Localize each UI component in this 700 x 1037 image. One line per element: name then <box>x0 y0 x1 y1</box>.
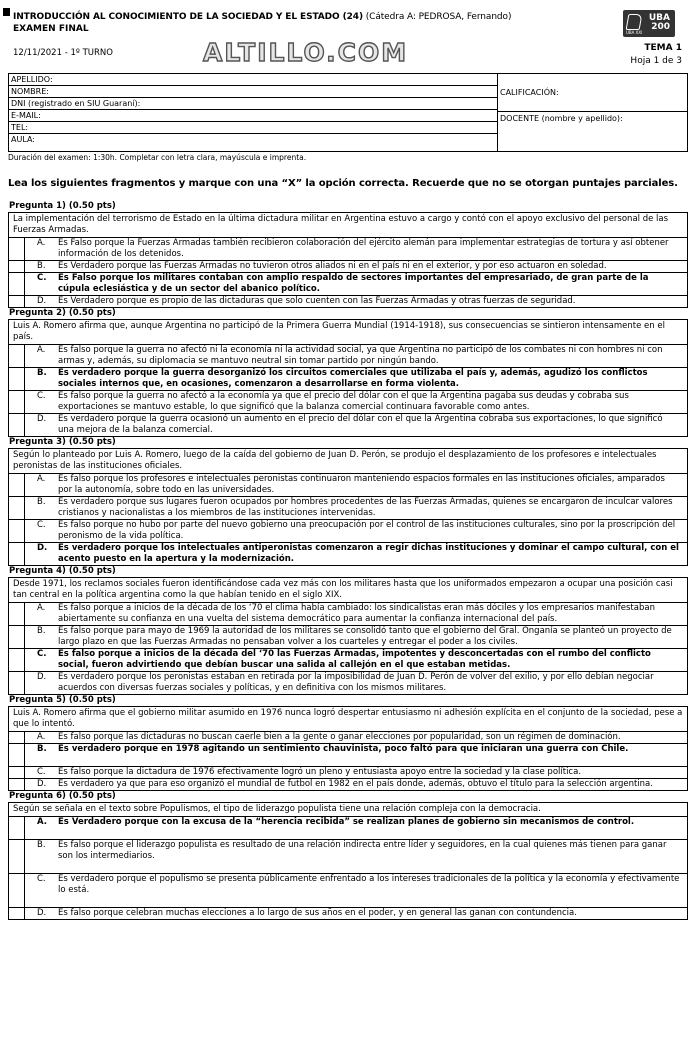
question-header: Pregunta 2) (0.50 pts) <box>9 308 116 318</box>
student-id-form <box>8 73 688 152</box>
answer-option[interactable] <box>9 744 687 767</box>
option-letter: A. <box>24 603 58 625</box>
option-text: Es falso porque los profesores e intelectuales peronistas continuaron manteniendo espacios formales en las instituciones oficiales, amparados por la autonomía, sobre todo en las universidades. <box>58 474 665 495</box>
answer-option[interactable] <box>9 238 687 261</box>
option-letter: B. <box>24 261 58 272</box>
tema-label: TEMA 1 <box>644 43 682 53</box>
corner-mark <box>3 8 10 16</box>
question-stem: Luis A. Romero afirma que el gobierno militar asumido en 1976 nunca logró despertar entusiasmo ni adhesión explícita en el conjunto de la sociedad, pese a que lo intentó. <box>9 707 687 732</box>
option-letter: A. <box>24 345 58 367</box>
option-text: Es falso porque la dictadura de 1976 efectivamente logró un pleno y entusiasta apoyo entre la sociedad y la clase política. <box>58 767 582 777</box>
option-text: Es falso porque no hubo por parte del nuevo gobierno una preocupación por el control de las instituciones culturales, sino por la proscripción del peronismo de la vida política. <box>58 520 676 541</box>
option-text: Es Verdadero porque las Fuerzas Armadas no tuvieron otros aliados ni en el país ni en el exterior, y por eso actuaron en soledad. <box>58 261 607 271</box>
field-apellido[interactable]: APELLIDO: <box>9 74 497 86</box>
answer-option[interactable] <box>9 874 687 908</box>
option-indent <box>9 261 24 272</box>
option-text: Es falso porque a inicios de la década de los ‘70 el clima había cambiado: los sindicalistas eran más dóciles y los empresarios manifestaban abiertamente su confianza en una vuelta del sistema democrático para aumentar la confianza internacional del país. <box>58 603 655 624</box>
option-text: Es verdadero porque los intelectuales antiperonistas comenzaron a regir dichas instituciones y dominar el campo cultural, con el acento puesto en la apertura y la modernización. <box>58 543 679 564</box>
option-indent <box>9 603 24 625</box>
option-text: Es verdadero porque en 1978 agitando un sentimiento chauvinista, poco faltó para que iniciaran una guerra con Chile. <box>58 744 629 754</box>
question-block <box>8 319 688 437</box>
answer-option[interactable] <box>9 273 687 296</box>
option-indent <box>9 817 24 839</box>
answer-option[interactable] <box>9 261 687 273</box>
question-stem: Desde 1971, los reclamos sociales fueron identificándose cada vez más con los militares hasta que los uniformados empezaron a ocupar una posición casi tan central en la política argentina como la que habían tenido en el siglo XIX. <box>9 578 687 603</box>
form-divider <box>497 111 688 112</box>
answer-option[interactable] <box>9 767 687 779</box>
option-letter: A. <box>24 238 58 260</box>
answer-option[interactable] <box>9 603 687 626</box>
option-text: Es verdadero porque la guerra desorganizó los circuitos comerciales que utilizaba el país y, además, agudizó los conflictos sociales internos que, en ocasiones, comenzaron a desarrollarse en forma violenta. <box>58 368 648 389</box>
option-letter: C. <box>24 391 58 413</box>
answer-option[interactable] <box>9 543 687 565</box>
option-text: Es verdadero ya que para eso organizó el mundial de futbol en 1982 en el país donde, además, obtuvo el título para la selección argentina. <box>58 779 653 789</box>
option-text: Es Verdadero porque es propio de las dictaduras que solo cuenten con las Fuerzas Armadas y otras fuerzas de seguridad. <box>58 296 576 306</box>
option-text: Es Falso porque los militares contaban con amplio respaldo de sectores importantes del empresariado, de gran parte de la cúpula eclesiástica y de un sector del abanico político. <box>58 273 649 294</box>
field-email[interactable]: E-MAIL: <box>9 110 497 122</box>
answer-option[interactable] <box>9 779 687 790</box>
field-aula[interactable]: AULA: <box>11 135 35 144</box>
student-fields <box>9 74 498 151</box>
option-indent <box>9 649 24 671</box>
field-tel[interactable]: TEL: <box>9 122 497 134</box>
option-text: Es falso porque la guerra no afectó ni la economía ni la actividad social, ya que Argentina no participó de los combates ni con hombres ni con armas y, además, su diplomacia se mantuvo neutral sin tomar partido por ningún bando. <box>58 345 663 366</box>
option-indent <box>9 779 24 790</box>
answer-option[interactable] <box>9 497 687 520</box>
option-indent <box>9 520 24 542</box>
option-indent <box>9 497 24 519</box>
option-indent <box>9 767 24 778</box>
option-indent <box>9 908 24 919</box>
answer-option[interactable] <box>9 391 687 414</box>
field-dni[interactable]: DNI (registrado en SIU Guaraní): <box>9 98 497 110</box>
course-title <box>13 12 511 23</box>
option-letter: C. <box>24 649 58 671</box>
option-letter: B. <box>24 840 58 873</box>
question-block <box>8 706 688 791</box>
option-text: Es Falso porque la Fuerzas Armadas también recibieron colaboración del ejército alemán para implementar estrategias de tortura y así obtener información de los detenidos. <box>58 238 669 259</box>
question-block <box>8 212 688 308</box>
option-indent <box>9 840 24 873</box>
option-letter: D. <box>24 908 58 919</box>
exam-date: 12/11/2021 - 1º TURNO <box>13 48 113 58</box>
answer-option[interactable] <box>9 908 687 919</box>
option-indent <box>9 732 24 743</box>
option-letter: A. <box>24 817 58 839</box>
option-indent <box>9 296 24 307</box>
answer-option[interactable] <box>9 345 687 368</box>
question-header: Pregunta 5) (0.50 pts) <box>9 695 116 705</box>
option-indent <box>9 238 24 260</box>
option-letter: B. <box>24 626 58 648</box>
option-letter: B. <box>24 497 58 519</box>
answer-option[interactable] <box>9 840 687 874</box>
answer-option[interactable] <box>9 732 687 744</box>
field-docente: DOCENTE (nombre y apellido): <box>500 114 623 123</box>
question-header: Pregunta 3) (0.50 pts) <box>9 437 116 447</box>
option-indent <box>9 391 24 413</box>
questions-list <box>8 201 688 920</box>
question-stem: Según se señala en el texto sobre Populismos, el tipo de liderazgo populista tiene una relación compleja con la democracia. <box>9 803 687 817</box>
exam-duration: Duración del examen: 1:30h. Completar con letra clara, mayúscula e imprenta. <box>8 153 307 162</box>
option-indent <box>9 672 24 694</box>
page-number: Hoja 1 de 3 <box>630 56 682 66</box>
option-indent <box>9 368 24 390</box>
option-indent <box>9 744 24 766</box>
uba-logo <box>623 10 675 37</box>
option-letter: B. <box>24 368 58 390</box>
option-indent <box>9 273 24 295</box>
option-indent <box>9 345 24 367</box>
question-stem: Según lo planteado por Luis A. Romero, luego de la caída del gobierno de Juan D. Perón, se produjo el desplazamiento de los profesores e intelectuales peronistas de las instituciones oficiales. <box>9 449 687 474</box>
uba-logo-sub: UBA XXI <box>626 30 643 35</box>
option-text: Es falso porque la guerra no afectó a la economía ya que el precio del dólar con el que la Argentina pagaba sus deudas y cobraba sus exportaciones se mantuvo estable, lo que significó que la balanza comercial continuara favorable como antes. <box>58 391 629 412</box>
course-title-main: INTRODUCCIÓN AL CONOCIMIENTO DE LA SOCIEDAD Y EL ESTADO (24) <box>13 12 363 22</box>
question-stem: Luis A. Romero afirma que, aunque Argentina no participó de la Primera Guerra Mundial (1914-1918), sus consecuencias se sintieron intensamente en el país. <box>9 320 687 345</box>
question-header: Pregunta 4) (0.50 pts) <box>9 566 116 576</box>
option-indent <box>9 414 24 436</box>
question-header: Pregunta 6) (0.50 pts) <box>9 791 116 801</box>
option-text: Es falso porque a inicios de la década del ‘70 las Fuerzas Armadas, impotentes y desconcertadas con el rumbo del conflicto social, fueron advirtiendo que debían buscar una salida al callejón en el que estaban metidas. <box>58 649 651 670</box>
option-letter: D. <box>24 296 58 307</box>
brand-watermark: ALTILLO.COM <box>203 38 409 67</box>
uba-logo-icon <box>626 14 643 30</box>
question-block <box>8 577 688 695</box>
option-text: Es falso porque celebran muchas elecciones a lo largo de sus años en el poder, y en general las ganan con contundencia. <box>58 908 577 918</box>
answer-option[interactable] <box>9 817 687 840</box>
answer-option[interactable] <box>9 520 687 543</box>
exam-type: EXAMEN FINAL <box>13 24 89 34</box>
answer-option[interactable] <box>9 414 687 436</box>
option-letter: C. <box>24 273 58 295</box>
field-calificacion: CALIFICACIÓN: <box>500 88 559 97</box>
answer-option[interactable] <box>9 649 687 672</box>
option-letter: D. <box>24 543 58 565</box>
option-text: Es Verdadero porque con la excusa de la “herencia recibida” se realizan planes de gobierno sin mecanismos de control. <box>58 817 635 827</box>
question-stem: La implementación del terrorismo de Estado en la última dictadura militar en Argentina estuvo a cargo y contó con el apoyo exclusivo del personal de las Fuerzas Armadas. <box>9 213 687 238</box>
answer-option[interactable] <box>9 296 687 307</box>
option-letter: B. <box>24 744 58 766</box>
option-text: Es falso porque las dictaduras no buscan caerle bien a la gente o ganar elecciones por popularidad, son un régimen de dominación. <box>58 732 621 742</box>
answer-option[interactable] <box>9 672 687 694</box>
option-text: Es verdadero porque los peronistas estaban en retirada por la imposibilidad de Juan D. Perón de volver del exilio, y por ello debían negociar acuerdos con diversas fuerzas sociales y políticas, y en definitiva con los mismos militares. <box>58 672 654 693</box>
option-indent <box>9 626 24 648</box>
option-text: Es verdadero porque sus lugares fueron ocupados por hombres procedentes de las Fuerzas Armadas, quienes se encargaron de inculcar valores cristianos y nacionalistas a los miembros de las instituciones intervenidas. <box>58 497 673 518</box>
option-letter: A. <box>24 474 58 496</box>
option-indent <box>9 874 24 907</box>
option-letter: C. <box>24 767 58 778</box>
instructions: Lea los siguientes fragmentos y marque con una “X” la opción correcta. Recuerde que no se otorgan puntajes parciales. <box>8 178 678 189</box>
option-letter: D. <box>24 779 58 790</box>
uba-logo-text: UBA 200 <box>648 13 670 32</box>
answer-option[interactable] <box>9 626 687 649</box>
option-letter: C. <box>24 520 58 542</box>
field-nombre[interactable]: NOMBRE: <box>9 86 497 98</box>
option-text: Es falso porque el liderazgo populista es resultado de una relación indirecta entre líder y seguidores, en la cual quienes más tienen para ganar son los intermediarios. <box>58 840 667 861</box>
option-letter: C. <box>24 874 58 907</box>
option-letter: A. <box>24 732 58 743</box>
question-block <box>8 448 688 566</box>
option-text: Es verdadero porque la guerra ocasionó un aumento en el precio del dólar con el que la Argentina cobraba sus exportaciones, lo que significó una mejora de la balanza comercial. <box>58 414 663 435</box>
answer-option[interactable] <box>9 474 687 497</box>
option-indent <box>9 474 24 496</box>
course-title-chair: (Cátedra A: PEDROSA, Fernando) <box>365 12 512 22</box>
option-indent <box>9 543 24 565</box>
answer-option[interactable] <box>9 368 687 391</box>
option-text: Es falso porque para mayo de 1969 la autoridad de los militares se consolidó tanto que el gobierno del Gral. Onganía se planteó un proyecto de largo plazo en que las Fuerzas Armadas no pensaban volver a los cuarteles y entregar el poder a los civiles. <box>58 626 672 647</box>
question-block <box>8 802 688 920</box>
question-header: Pregunta 1) (0.50 pts) <box>9 201 116 211</box>
option-text: Es verdadero porque el populismo se presenta públicamente enfrentado a los intereses tradicionales de la política y la economía y efectivamente lo está. <box>58 874 680 895</box>
option-letter: D. <box>24 414 58 436</box>
option-letter: D. <box>24 672 58 694</box>
